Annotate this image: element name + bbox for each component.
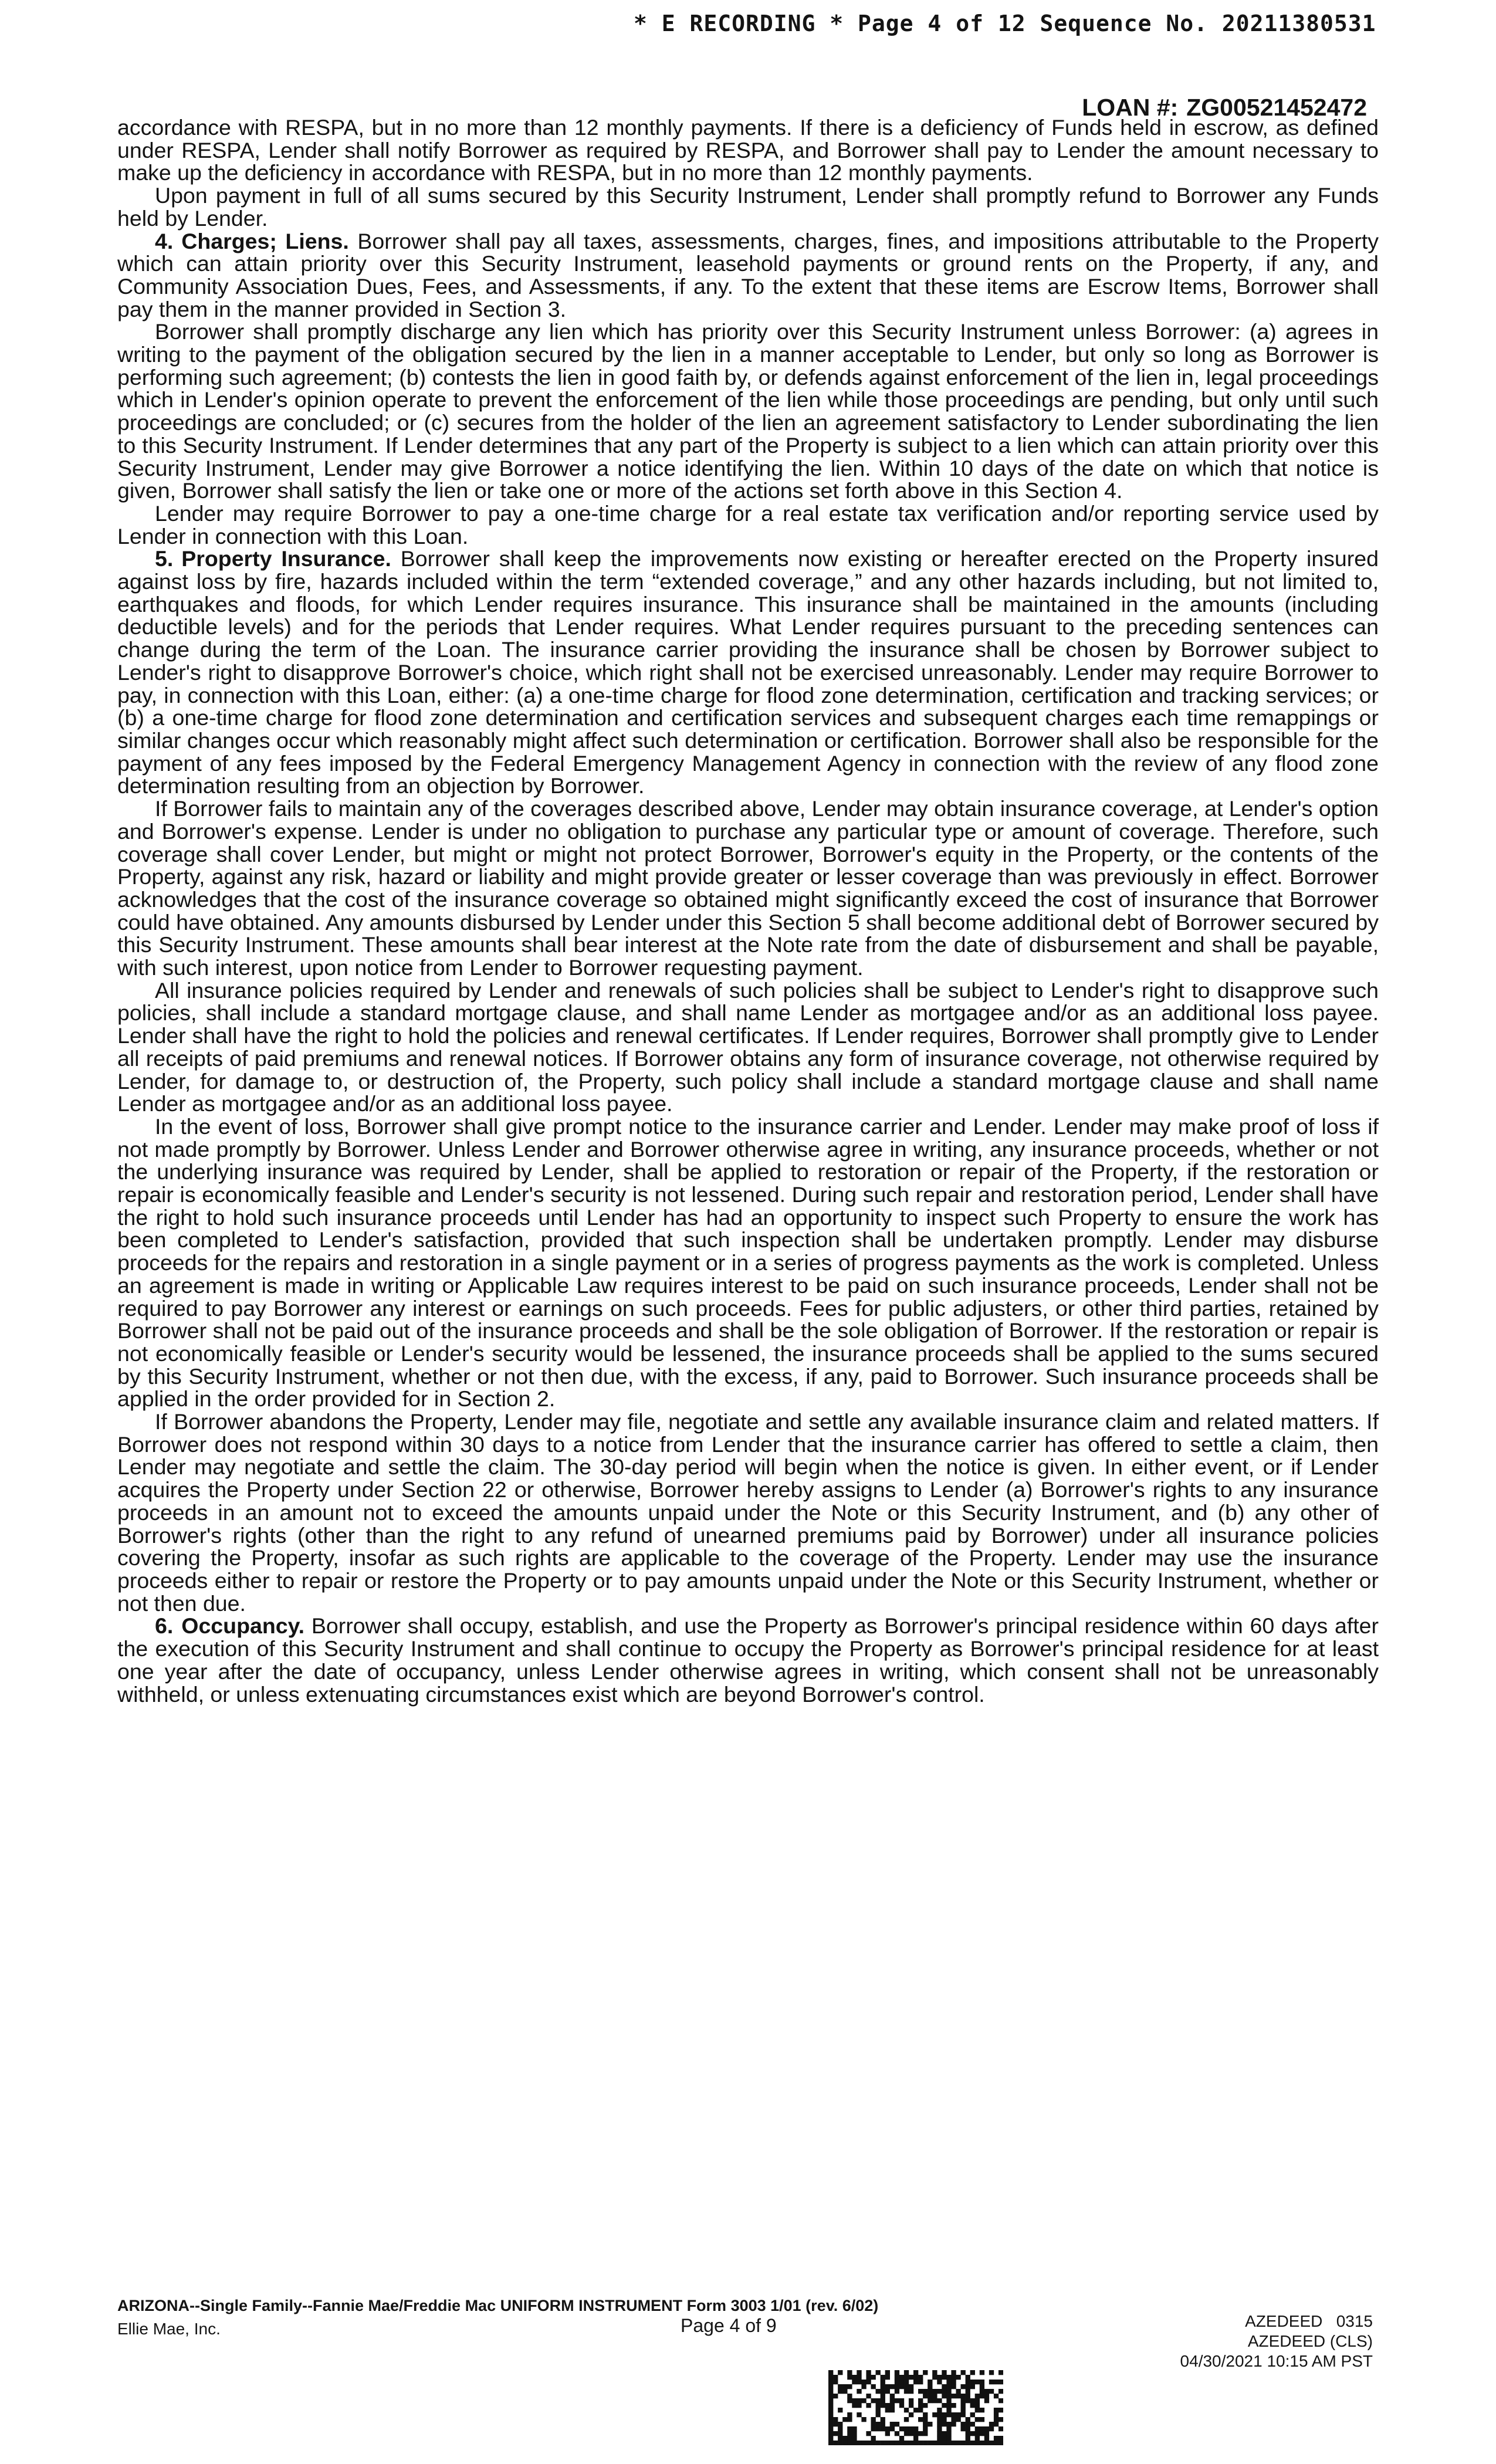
paragraph (117, 502, 1379, 547)
print-timestamp: 04/30/2021 10:15 AM PST (1180, 2352, 1373, 2370)
2d-barcode-icon (828, 2370, 1003, 2445)
paragraph (117, 116, 1379, 184)
paragraph (117, 797, 1379, 979)
paragraph-text: Lender may require Borrower to pay a one-time charge for a real estate tax verification and/or reporting service used by Lender in connection with this Loan. (117, 500, 1379, 549)
paragraph-text: Borrower shall keep the improvements now existing or hereafter erected on the Property insured against loss by fire, hazards included within the term “extended coverage,” and any other hazards including, but not limited to, earthquakes and floods, for which Lender requires insurance. This insurance shall be maintained in the amounts (including deductible levels) and for the periods that Lender requires. What Lender requires pursuant to the preceding sentences can change during the term of the Loan. The insurance carrier providing the insurance shall be chosen by Borrower subject to Lender's right to disapprove Borrower's choice, which right shall not be exercised unreasonably. Lender may require Borrower to pay, in connection with this Loan, either: (a) a one-time charge for flood zone determination, certification and tracking services; or (b) a one-time charge for flood zone determination and certification services and subsequent charges each time remappings or similar changes occur which reasonably might affect such determination or certification. Borrower shall also be responsible for the payment of any fees imposed by the Federal Emergency Management Agency in connection with the review of any flood zone determination resulting from an objection by Borrower. (117, 546, 1379, 798)
loan-number: ZG00521452472 (1186, 94, 1367, 121)
paragraph-text: All insurance policies required by Lender and renewals of such policies shall be subject to Lender's right to disapprove such policies, shall include a standard mortgage clause, and shall name Lender as mortgagee and/or as an additional loss payee. Lender shall have the right to hold the policies and renewal certificates. If Lender requires, Borrower shall promptly give to Lender all receipts of paid premiums and renewal notices. If Borrower obtains any form of insurance coverage, not otherwise required by Lender, for damage to, or destruction of, the Property, such policy shall include a standard mortgage clause and shall name Lender as mortgagee and/or as an additional loss payee. (117, 977, 1379, 1116)
document-body (117, 116, 1379, 1705)
paragraph (117, 1115, 1379, 1410)
section-number: 4. (155, 228, 174, 253)
footer-right (1180, 2311, 1373, 2371)
section-5-paragraph (117, 547, 1379, 797)
paragraph-text: In the event of loss, Borrower shall give prompt notice to the insurance carrier and Lender. Lender may make proof of loss if not made promptly by Borrower. Unless Lender and Borrower otherwise agree in writing, any insurance proceeds, whether or not the underlying insurance was required by Lender, shall be applied to restoration or repair of the Property, if the restoration or repair is economically feasible and Lender's security is not lessened. During such repair and restoration period, Lender shall have the right to hold such insurance proceeds until Lender has had an opportunity to inspect such Property to ensure the work has been completed to Lender's satisfaction, provided that such inspection shall be undertaken promptly. Lender may disburse proceeds for the repairs and restoration in a single payment or in a series of progress payments as the work is completed. Unless an agreement is made in writing or Applicable Law requires interest to be paid on such insurance proceeds, Lender shall not be required to pay Borrower any interest or earnings on such proceeds. Fees for public adjusters, or other third parties, retained by Borrower shall not be paid out of the insurance proceeds and shall be the sole obligation of Borrower. If the restoration or repair is not economically feasible or Lender's security would be lessened, the insurance proceeds shall be applied to the sums secured by this Security Instrument, whether or not then due, with the excess, if any, paid to Borrower. Such insurance proceeds shall be applied in the order provided for in Section 2. (117, 1113, 1379, 1412)
paragraph-text: If Borrower fails to maintain any of the coverages described above, Lender may obtain insurance coverage, at Lender's option and Borrower's expense. Lender is under no obligation to purchase any particular type or amount of coverage. Therefore, such coverage shall cover Lender, but might or might not protect Borrower, Borrower's equity in the Property, or the contents of the Property, against any risk, hazard or liability and might provide greater or lesser coverage than was previously in effect. Borrower acknowledges that the cost of the insurance coverage so obtained might significantly exceed the cost of insurance that Borrower could have obtained. Any amounts disbursed by Lender under this Section 5 shall become additional debt of Borrower secured by this Security Instrument. These amounts shall bear interest at the Note rate from the date of disbursement and shall be payable, with such interest, upon notice from Lender to Borrower requesting payment. (117, 796, 1379, 980)
paragraph (117, 184, 1379, 229)
paragraph-text: accordance with RESPA, but in no more than 12 monthly payments. If there is a deficiency of Funds held in escrow, as defined under RESPA, Lender shall notify Borrower as required by RESPA, and Borrower shall pay to Lender the amount necessary to make up the deficiency in accordance with RESPA, but in no more than 12 monthly payments. (117, 115, 1379, 185)
loan-label: LOAN #: (1082, 94, 1179, 121)
section-number: 6. (155, 1613, 174, 1639)
paragraph-text: Upon payment in full of all sums secured by this Security Instrument, Lender shall promptly refund to Borrower any Funds held by Lender. (117, 183, 1379, 231)
form-code-cls: AZEDEED (CLS) (1247, 2332, 1373, 2350)
recording-stamp: * E RECORDING * Page 4 of 12 Sequence No. 20211380531 (634, 11, 1376, 36)
form-identifier: ARIZONA--Single Family--Fannie Mae/Freddie Mac UNIFORM INSTRUMENT Form 3003 1/01 (rev. 6/02) (117, 2297, 879, 2314)
form-code: AZEDEED 0315 (1245, 2312, 1373, 2330)
paragraph (117, 979, 1379, 1115)
section-heading: Property Insurance. (181, 546, 391, 571)
vendor-name: Ellie Mae, Inc. (117, 2320, 221, 2338)
paragraph (117, 320, 1379, 502)
paragraph-text: Borrower shall promptly discharge any lien which has priority over this Security Instrument unless Borrower: (a) agrees in writing to the payment of the obligation secured by the lien in a manner acceptable to Lender, but only so long as Borrower is performing such agreement; (b) contests the lien in good faith by, or defends against enforcement of the lien in, legal proceedings which in Lender's opinion operate to prevent the enforcement of the lien while those proceedings are pending, but only until such proceedings are concluded; or (c) secures from the holder of the lien an agreement satisfactory to Lender subordinating the lien to this Security Instrument. If Lender determines that any part of the Property is subject to a lien which can attain priority over this Security Instrument, Lender may give Borrower a notice identifying the lien. Within 10 days of the date on which that notice is given, Borrower shall satisfy the lien or take one or more of the actions set forth above in this Section 4. (117, 319, 1379, 503)
section-heading: Occupancy. (181, 1613, 305, 1639)
paragraph-text: Borrower shall occupy, establish, and use the Property as Borrower's principal residence within 60 days after the execution of this Security Instrument and shall continue to occupy the Property as Borrower's principal residence for at least one year after the date of occupancy, unless Lender otherwise agrees in writing, which consent shall not be unreasonably withheld, or unless extenuating circumstances exist which are beyond Borrower's control. (117, 1613, 1379, 1707)
section-heading: Charges; Liens. (181, 228, 349, 253)
page-number: Page 4 of 9 (681, 2315, 777, 2336)
paragraph-text: If Borrower abandons the Property, Lender may file, negotiate and settle any available insurance claim and related matters. If Borrower does not respond within 30 days to a notice from Lender that the insurance carrier has offered to settle a claim, then Lender may negotiate and settle the claim. The 30-day period will begin when the notice is given. In either event, or if Lender acquires the Property under Section 22 or otherwise, Borrower hereby assigns to Lender (a) Borrower's rights to any insurance proceeds in an amount not to exceed the amounts unpaid under the Note or this Security Instrument, and (b) any other of Borrower's rights (other than the right to any refund of unearned premiums paid by Borrower) under all insurance policies covering the Property, insofar as such rights are applicable to the coverage of the Property. Lender may use the insurance proceeds either to repair or restore the Property or to pay amounts unpaid under the Note or this Security Instrument, whether or not then due. (117, 1409, 1379, 1616)
paragraph (117, 1410, 1379, 1615)
section-6-paragraph (117, 1615, 1379, 1705)
section-4-paragraph (117, 230, 1379, 321)
section-number: 5. (155, 546, 174, 571)
paragraph-text: Borrower shall pay all taxes, assessments, charges, fines, and impositions attributable to the Property which can attain priority over this Security Instrument, leasehold payments or ground rents on the Property, if any, and Community Association Dues, Fees, and Assessments, if any. To the extent that these items are Escrow Items, Borrower shall pay them in the manner provided in Section 3. (117, 228, 1379, 321)
